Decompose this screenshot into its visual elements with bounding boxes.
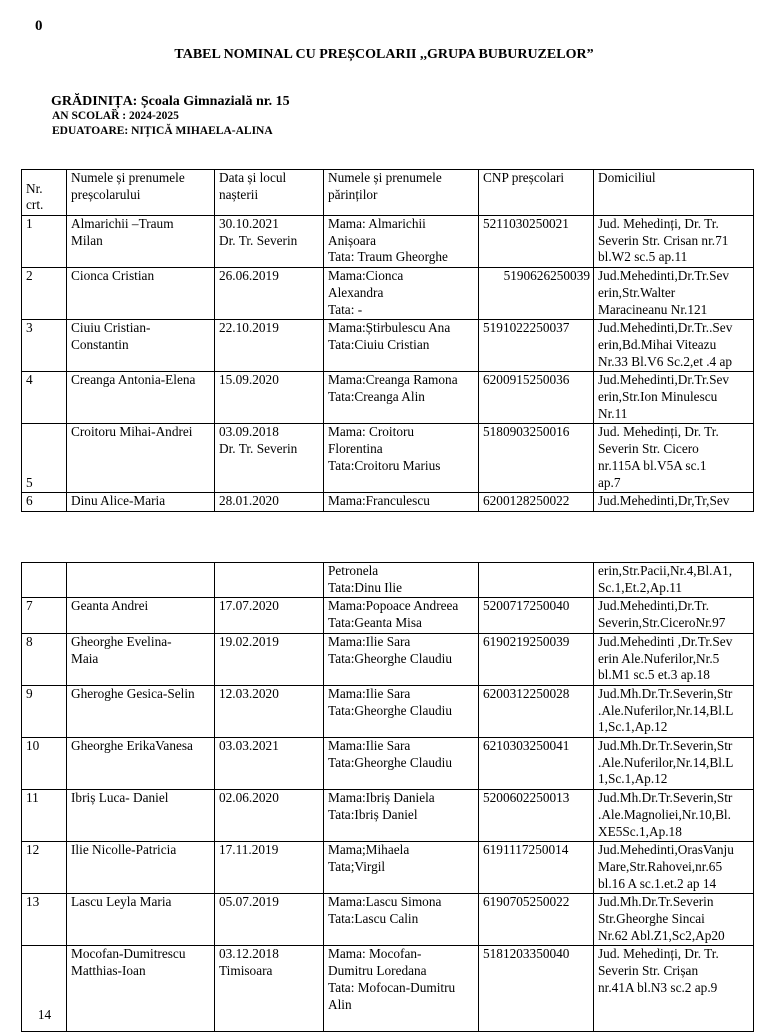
nr-cell: 9 (22, 685, 67, 737)
nr-cell: 13 (22, 894, 67, 946)
birth-cell: 17.11.2019 (215, 842, 324, 894)
table-row (22, 685, 754, 737)
column-header: Numele și prenumele părinților (324, 170, 479, 216)
nr-cell: 11 (22, 790, 67, 842)
document-title: TABEL NOMINAL CU PREȘCOLARII ,,GRUPA BUBURUZELOR” (174, 47, 594, 62)
birth-cell: 28.01.2020 (215, 493, 324, 512)
parents-cell: Mama: Croitoru Florentina Tata:Croitoru Marius (324, 424, 479, 493)
child-name-cell: Geanta Andrei (67, 598, 215, 633)
table-row (22, 320, 754, 372)
cnp-cell: 6200128250022 (479, 493, 594, 512)
birth-cell: 05.07.2019 (215, 894, 324, 946)
birth-cell: 03.09.2018 Dr. Tr. Severin (215, 424, 324, 493)
nr-cell: 14 (22, 946, 67, 1032)
table-header-row (22, 170, 754, 216)
address-cell: Jud.Mehedinti ,Dr.Tr.Sev erin Ale.Nuferilor,Nr.5 bl.M1 sc.5 et.3 ap.18 (594, 633, 754, 685)
address-cell: Jud.Mehedinti,Dr.Tr.Sev erin,Str.Ion Minulescu Nr.11 (594, 372, 754, 424)
nr-cell: 4 (22, 372, 67, 424)
birth-cell: 03.12.2018 Timisoara (215, 946, 324, 1032)
table-row (22, 598, 754, 633)
address-cell: Jud.Mehedinti,Dr.Tr.Sev erin,Str.Walter Maracineanu Nr.121 (594, 268, 754, 320)
parents-cell: Mama: Mocofan- Dumitru Loredana Tata: Mofocan-Dumitru Alin (324, 946, 479, 1032)
parents-cell: Mama;Mihaela Tata;Virgil (324, 842, 479, 894)
parents-cell: Mama:Ibriș Daniela Tata:Ibriș Daniel (324, 790, 479, 842)
parents-cell: Petronela Tata:Dinu Ilie (324, 563, 479, 598)
nr-cell: 8 (22, 633, 67, 685)
child-name-cell: Almarichii –Traum Milan (67, 216, 215, 268)
address-cell: Jud. Mehedinți, Dr. Tr. Severin Str. Crisan nr.71 bl.W2 sc.5 ap.11 (594, 216, 754, 268)
parents-cell: Mama:Lascu Simona Tata:Lascu Calin (324, 894, 479, 946)
child-name-cell (67, 563, 215, 598)
child-name-cell: Cionca Cristian (67, 268, 215, 320)
column-header: Numele și prenumele preșcolarului (67, 170, 215, 216)
birth-cell (215, 563, 324, 598)
cnp-cell: 5190626250039 (479, 268, 594, 320)
birth-cell: 02.06.2020 (215, 790, 324, 842)
birth-cell: 26.06.2019 (215, 268, 324, 320)
cnp-cell: 6210303250041 (479, 738, 594, 790)
address-cell: Jud.Mehedinti,OrasVanju Mare,Str.Rahovei,nr.65 bl.16 A sc.1.et.2 ap 14 (594, 842, 754, 894)
parents-cell: Mama: Almarichii Anișoara Tata: Traum Gheorghe (324, 216, 479, 268)
child-name-cell: Gheorghe ErikaVanesa (67, 738, 215, 790)
birth-cell: 22.10.2019 (215, 320, 324, 372)
child-name-cell: Ilie Nicolle-Patricia (67, 842, 215, 894)
cnp-cell: 5211030250021 (479, 216, 594, 268)
child-name-cell: Creanga Antonia-Elena (67, 372, 215, 424)
header-an-scolar: AN SCOLAȐ : 2024-2025 (52, 110, 179, 122)
child-name-cell: Dinu Alice-Maria (67, 493, 215, 512)
address-cell: Jud. Mehedinți, Dr. Tr. Severin Str. Crișan nr.41A bl.N3 sc.2 ap.9 (594, 946, 754, 1032)
nr-cell: 1 (22, 216, 67, 268)
table-row (22, 738, 754, 790)
birth-cell: 19.02.2019 (215, 633, 324, 685)
parents-cell: Mama:Știrbulescu Ana Tata:Ciuiu Cristian (324, 320, 479, 372)
cnp-cell: 6200915250036 (479, 372, 594, 424)
table-row (22, 216, 754, 268)
nr-cell (22, 563, 67, 598)
table-row (22, 790, 754, 842)
address-cell: Jud.Mh.Dr.Tr.Severin Str.Gheorghe Sincai Nr.62 Abl.Z1,Sc2,Ap20 (594, 894, 754, 946)
parents-cell: Mama:Ilie Sara Tata:Gheorghe Claudiu (324, 685, 479, 737)
child-name-cell: Gheorghe Evelina- Maia (67, 633, 215, 685)
nr-cell: 6 (22, 493, 67, 512)
nr-cell: 5 (22, 424, 67, 493)
table-row (22, 633, 754, 685)
address-cell: erin,Str.Pacii,Nr.4,Bl.A1, Sc.1,Et.2,Ap.11 (594, 563, 754, 598)
address-cell: Jud.Mh.Dr.Tr.Severin,Str .Ale.Nuferilor,Nr.14,Bl.L 1,Sc.1,Ap.12 (594, 685, 754, 737)
table-row (22, 842, 754, 894)
column-header: Nr. crt. (22, 170, 67, 216)
cnp-cell: 5200717250040 (479, 598, 594, 633)
column-header: Domiciliul (594, 170, 754, 216)
nr-cell: 10 (22, 738, 67, 790)
birth-cell: 15.09.2020 (215, 372, 324, 424)
table-row (22, 563, 754, 598)
parents-cell: Mama:Popoace Andreea Tata:Geanta Misa (324, 598, 479, 633)
table-row (22, 268, 754, 320)
address-cell: Jud.Mh.Dr.Tr.Severin,Str .Ale.Nuferilor,Nr.14,Bl.L 1,Sc.1,Ap.12 (594, 738, 754, 790)
birth-cell: 12.03.2020 (215, 685, 324, 737)
table-row (22, 493, 754, 512)
table-row (22, 946, 754, 1032)
cnp-cell: 5180903250016 (479, 424, 594, 493)
cnp-cell: 6191117250014 (479, 842, 594, 894)
child-name-cell: Ciuiu Cristian- Constantin (67, 320, 215, 372)
table-row (22, 372, 754, 424)
child-name-cell: Lascu Leyla Maria (67, 894, 215, 946)
address-cell: Jud.Mh.Dr.Tr.Severin,Str .Ale.Magnoliei,Nr.10,Bl. XE5Sc.1,Ap.18 (594, 790, 754, 842)
address-cell: Jud.Mehedinti,Dr,Tr,Sev (594, 493, 754, 512)
parents-cell: Mama:Franculescu (324, 493, 479, 512)
birth-cell: 30.10.2021 Dr. Tr. Severin (215, 216, 324, 268)
column-header: CNP preșcolari (479, 170, 594, 216)
child-name-cell: Ibriș Luca- Daniel (67, 790, 215, 842)
cnp-cell: 5191022250037 (479, 320, 594, 372)
address-cell: Jud.Mehedinti,Dr.Tr. Severin,Str.CiceroNr.97 (594, 598, 754, 633)
children-table-part-2 (21, 562, 754, 1032)
child-name-cell: Croitoru Mihai-Andrei (67, 424, 215, 493)
table-row (22, 424, 754, 493)
cnp-cell (479, 563, 594, 598)
cnp-cell: 5200602250013 (479, 790, 594, 842)
cnp-cell: 6190705250022 (479, 894, 594, 946)
address-cell: Jud.Mehedinti,Dr.Tr..Sev erin,Bd.Mihai Viteazu Nr.33 Bl.V6 Sc.2,et .4 ap (594, 320, 754, 372)
column-header: Data și locul nașterii (215, 170, 324, 216)
birth-cell: 03.03.2021 (215, 738, 324, 790)
child-name-cell: Gheroghe Gesica-Selin (67, 685, 215, 737)
cnp-cell: 6190219250039 (479, 633, 594, 685)
nr-cell: 3 (22, 320, 67, 372)
address-cell: Jud. Mehedinți, Dr. Tr. Severin Str. Cicero nr.115A bl.V5A sc.1 ap.7 (594, 424, 754, 493)
parents-cell: Mama:Cionca Alexandra Tata: - (324, 268, 479, 320)
birth-cell: 17.07.2020 (215, 598, 324, 633)
parents-cell: Mama:Creanga Ramona Tata:Creanga Alin (324, 372, 479, 424)
children-table-part-1 (21, 169, 754, 512)
page-number: 0 (35, 18, 43, 34)
child-name-cell: Mocofan-Dumitrescu Matthias-Ioan (67, 946, 215, 1032)
parents-cell: Mama:Ilie Sara Tata:Gheorghe Claudiu (324, 633, 479, 685)
cnp-cell: 5181203350040 (479, 946, 594, 1032)
nr-cell: 12 (22, 842, 67, 894)
nr-cell: 7 (22, 598, 67, 633)
header-educatoare: EDUATOARE: NIȚICĂ MIHAELA-ALINA (52, 125, 273, 137)
cnp-cell: 6200312250028 (479, 685, 594, 737)
parents-cell: Mama:Ilie Sara Tata:Gheorghe Claudiu (324, 738, 479, 790)
nr-cell: 2 (22, 268, 67, 320)
table-row (22, 894, 754, 946)
header-gradinita: GRĂDINIȚA: Școala Gimnazială nr. 15 (51, 94, 290, 109)
